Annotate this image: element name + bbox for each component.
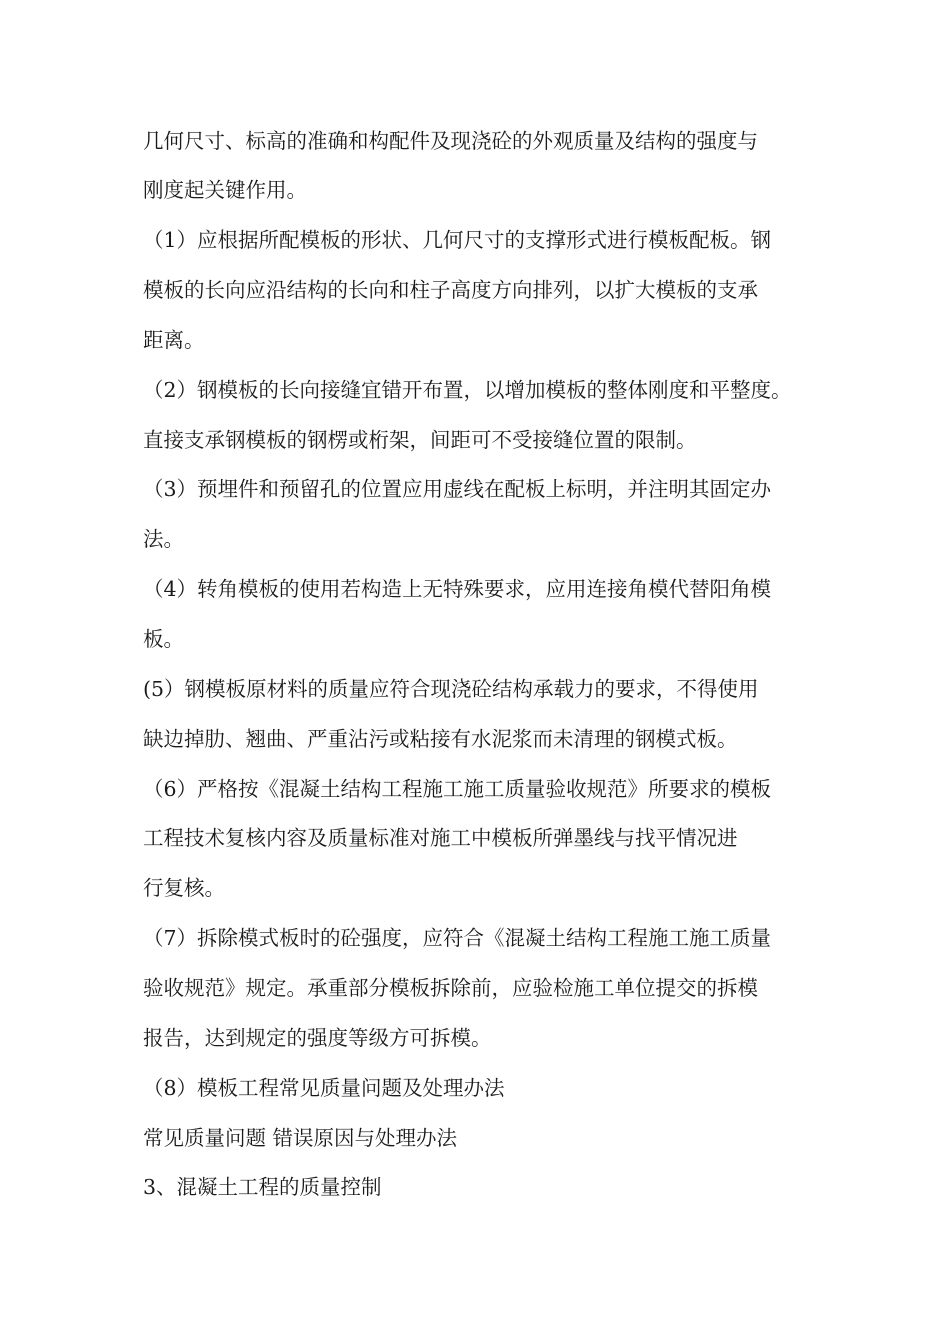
text-line: 刚度起关键作用。 <box>143 178 307 202</box>
text-line: 验收规范》规定。承重部分模板拆除前，应验检施工单位提交的拆模 <box>143 976 758 1000</box>
text-line: 模板的长向应沿结构的长向和柱子高度方向排列，以扩大模板的支承 <box>143 278 758 302</box>
text-line: （2）钢模板的长向接缝宜错开布置，以增加模板的整体刚度和平整度。 <box>143 378 792 402</box>
section-heading: 3、混凝土工程的质量控制 <box>143 1175 382 1199</box>
text-line: 板。 <box>143 627 184 651</box>
text-line: 工程技术复核内容及质量标准对施工中模板所弹墨线与找平情况进 <box>143 826 738 850</box>
text-line: （4）转角模板的使用若构造上无特殊要求，应用连接角模代替阳角模 <box>143 577 772 601</box>
text-line: 报告，达到规定的强度等级方可拆模。 <box>143 1026 492 1050</box>
text-line: 直接支承钢模板的钢楞或桁架，间距可不受接缝位置的限制。 <box>143 428 697 452</box>
text-line: 几何尺寸、标高的准确和构配件及现浇砼的外观质量及结构的强度与 <box>143 129 758 153</box>
text-line: （7）拆除模式板时的砼强度，应符合《混凝土结构工程施工施工质量 <box>143 926 772 950</box>
subsection-heading: （8）模板工程常见质量问题及处理办法 <box>143 1076 505 1100</box>
text-line: （3）预埋件和预留孔的位置应用虚线在配板上标明，并注明其固定办 <box>143 477 772 501</box>
text-line: 行复核。 <box>143 876 225 900</box>
table-caption: 常见质量问题 错误原因与处理办法 <box>143 1126 458 1150</box>
text-line: （1）应根据所配模板的形状、几何尺寸的支撑形式进行模板配板。钢 <box>143 228 772 252</box>
text-line: 缺边掉肋、翘曲、严重沾污或粘接有水泥浆而未清理的钢模式板。 <box>143 727 738 751</box>
text-line: (5）钢模板原材料的质量应符合现浇砼结构承载力的要求，不得使用 <box>143 677 759 701</box>
text-line: 距离。 <box>143 328 205 352</box>
text-line: 法。 <box>143 527 184 551</box>
text-line: （6）严格按《混凝土结构工程施工施工质量验收规范》所要求的模板 <box>143 777 772 801</box>
